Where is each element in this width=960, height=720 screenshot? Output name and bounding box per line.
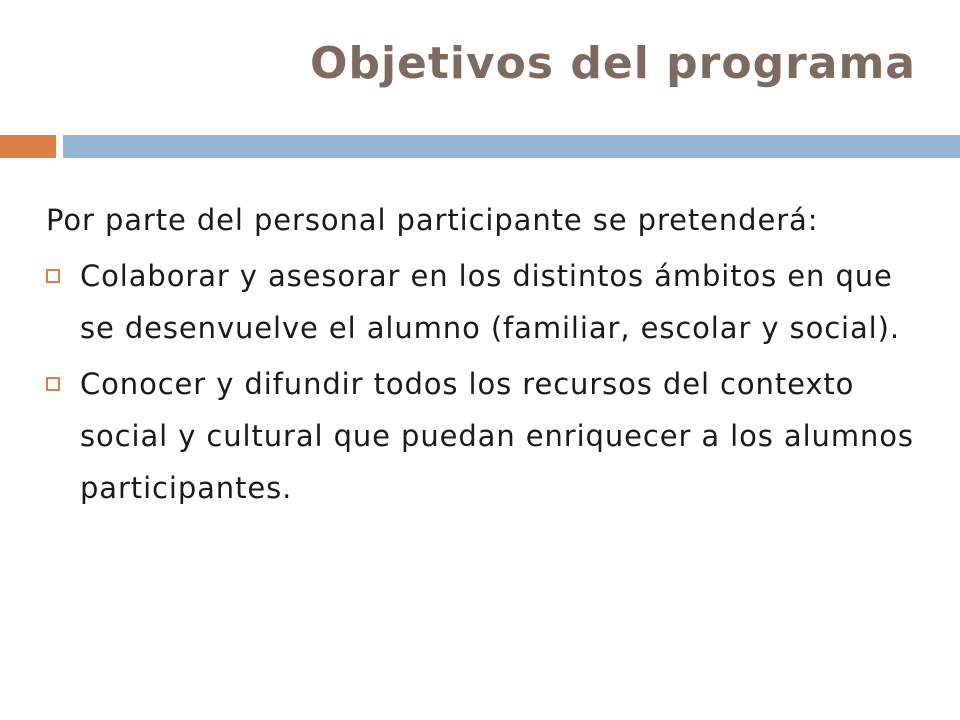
bullet-item xyxy=(46,250,926,354)
slide-title: Objetivos del programa xyxy=(310,38,916,89)
square-bullet-icon xyxy=(46,269,60,283)
slide-body xyxy=(46,194,926,518)
title-accent-bar xyxy=(0,135,56,158)
bullet-text: Conocer y difundir todos los recursos del contexto social y cultural que puedan enriquecer a los alumnos participantes. xyxy=(80,367,914,505)
title-rule-bar xyxy=(63,135,960,158)
bullet-text: Colaborar y asesorar en los distintos ámbitos en que se desenvuelve el alumno (familiar, escolar y social). xyxy=(80,259,900,345)
square-bullet-icon xyxy=(46,377,60,391)
intro-text: Por parte del personal participante se pretenderá: xyxy=(46,203,819,237)
bullet-item xyxy=(46,358,926,514)
